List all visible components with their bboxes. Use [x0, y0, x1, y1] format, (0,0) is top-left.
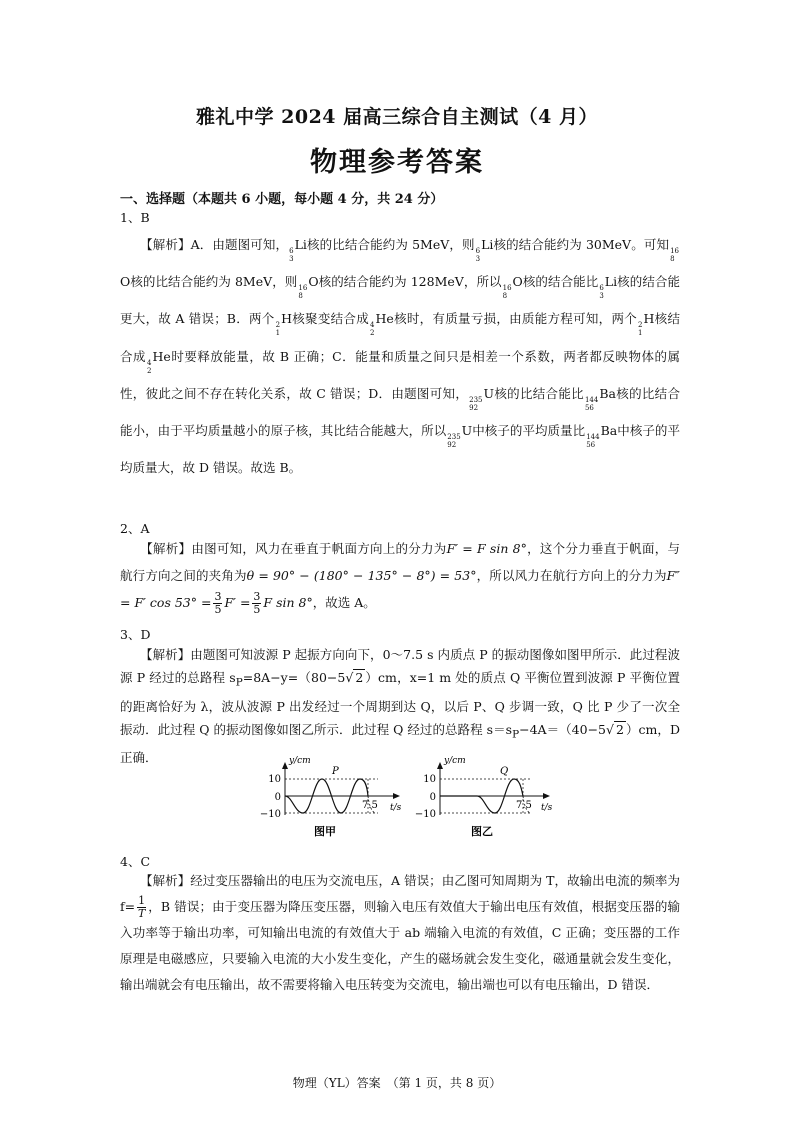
t-axis-arrow — [393, 793, 400, 799]
sqrt-two: 2 — [355, 670, 364, 685]
q1-explanation: 【解析】A．由题图可知， 6 3 Li核的比结合能约为 5MeV，则 6 3 Li核的结合能约为 30MeV。可知 16 8 O核的比结合能约为 8MeV，则 16 8 O核的结合能约为 128MeV，所以 16 8 O核的结合能比 6 3 Li核的结合能更大，故 A 错误；B．两个 2 1 H核聚变结合成 4 2 He核时，有质量亏损，由质能方程可知，两个 2 1 H核结合成 4 2 He时要释放能量，故 B 正确；C．能量和质量之间只是相差一个系数，两者都反映物体的属性，彼此之间不存在转化关系，故 C 错误；D．由题图可知， 235 92 U核的比结合能比 144 56 Ba核的比结合能小，由于平均质量越小的原子核，其比结合能越大，所以 235 92 U中核子的平均质量比 144 56 Ba中核子的平均质量大，故 D 错误。故选 B。 — [120, 237, 680, 476]
section-heading: 一、选择题（本题共 6 小题，每小题 4 分，共 24 分） — [120, 192, 444, 207]
nuclide-li6: 6 3 — [599, 284, 604, 301]
exam-title: 雅礼中学 2024 届高三综合自主测试（4 月） — [196, 106, 598, 128]
tick-ymax: 10 — [268, 774, 281, 785]
nuclide-he4: 4 2 — [370, 321, 375, 338]
sqrt-two: 2 — [615, 721, 624, 737]
tick-t-end: 7.5 — [362, 800, 378, 811]
y-axis-arrow — [282, 762, 288, 769]
y-axis-arrow — [437, 762, 443, 769]
nuclide-li6: 6 3 — [475, 247, 481, 263]
fraction-one-over-t: $\frac{1}{T}$ — [137, 894, 146, 920]
tick-yzero: 0 — [429, 792, 436, 803]
tick-t-end: 7.5 — [516, 800, 532, 811]
y-axis-label: y/cm — [289, 756, 311, 766]
graph-yi — [415, 756, 553, 838]
q4-tag: 【解析】 — [140, 873, 191, 888]
q2-label: 2、A — [120, 521, 150, 536]
t-axis-label: t/s — [390, 803, 402, 813]
equation-angle: θ = 90° − (180° − 135° − 8°) = 53° — [246, 568, 477, 583]
nuclide-li6: 6 3 — [289, 247, 294, 263]
nuclide-u235: 235 92 — [447, 433, 461, 450]
t-axis-label: t/s — [541, 803, 553, 813]
fraction-three-fifths: $\frac{3}{5}$ — [214, 590, 222, 616]
t-axis-arrow — [543, 793, 550, 799]
page-footer: 物理（YL）答案 （第 1 页，共 8 页） — [292, 1076, 502, 1090]
nuclide-u235: 235 92 — [469, 395, 483, 412]
nuclide-h2: 2 1 — [638, 321, 643, 338]
q3-tag: 【解析】 — [140, 647, 191, 662]
equation-force-normal: F′ = F sin 8° — [446, 541, 527, 556]
q2-explanation: 【解析】由图可知，风力在垂直于帆面方向上的分力为F′ = F sin 8°，这个分力垂直于帆面，与航行方向之间的夹角为θ = 90° − (180° − 135° − 8°) = 53°，所以风力在航行方向上的分力为F″ = F′ cos 53° = $\frac{3}{5}$ F′ = $\frac{3}{5}$ F sin 8°，故选 A。 — [120, 541, 680, 616]
q3-vibration-graphs — [250, 752, 570, 842]
nuclide-o16: 16 8 — [670, 247, 679, 263]
nuclide-o16: 16 8 — [298, 284, 308, 301]
fraction-three-fifths: $\frac{3}{5}$ — [253, 590, 261, 616]
q1-tag: 【解析】 — [140, 237, 191, 252]
tick-yzero: 0 — [274, 792, 281, 803]
nuclide-o16: 16 8 — [502, 284, 512, 301]
q4-label: 4、C — [120, 854, 151, 869]
q4-explanation: 【解析】经过变压器输出的电压为交流电压，A 错误；由乙图可知周期为 T，故输出电流的频率为 f= $\frac{1}{T}$ ，B 错误；由于变压器为降压变压器，则输入电压有效值大于输出电压有效值，根据变压器的输入功率等于输出功率，可知输出电流的有效值大于 ab 端输入电流的有效值，C 正确；变压器的工作原理是电磁感应，只要输入电流的大小发生变化，产生的磁场就会发生变化，磁通量就会发生变化，输出端就会有电压输出，故不需要将输入电压转变为交流电，输出端也可以有电压输出，D 错误． — [120, 873, 680, 992]
y-axis-label: y/cm — [444, 756, 466, 766]
tick-ymax: 10 — [423, 774, 436, 785]
tick-ymin: −10 — [414, 809, 436, 820]
graph-caption: 图乙 — [471, 825, 493, 838]
nuclide-ba144: 144 56 — [584, 395, 599, 412]
q2-tag: 【解析】 — [140, 541, 192, 556]
graph-caption: 图甲 — [314, 825, 336, 838]
curve-label: P — [332, 766, 339, 777]
answer-subtitle: 物理参考答案 — [310, 147, 484, 178]
q3-explanation: 【解析】由题图可知波源 P 起振方向向下，0～7.5 s 内质点 P 的振动图像如图甲所示．此过程波源 P 经过的总路程 $s_P=8A-y=(80-5√$ 2 ）cm，x=1 m 处的质点 Q 平衡位置到波源 P 平衡位置的距离恰好为 λ，波从波源 P 出发经过一个周期到达 Q，以后 P、Q 步调一致，Q 比 P 少了一次全振动．此过程 Q 的振动图像如图乙所示．此过程 Q 经过的总路程 $s=s_P-4A=(40-5√$ 2 ）cm，D 正确． — [120, 647, 681, 765]
curve-label: Q — [500, 766, 509, 777]
tick-ymin: −10 — [259, 809, 281, 820]
nuclide-he4: 4 2 — [147, 358, 152, 375]
graph-jia — [260, 756, 402, 838]
nuclide-h2: 2 1 — [275, 321, 281, 338]
q3-label: 3、D — [120, 627, 151, 642]
nuclide-ba144: 144 56 — [586, 433, 600, 450]
q1-label: 1、B — [120, 210, 150, 225]
